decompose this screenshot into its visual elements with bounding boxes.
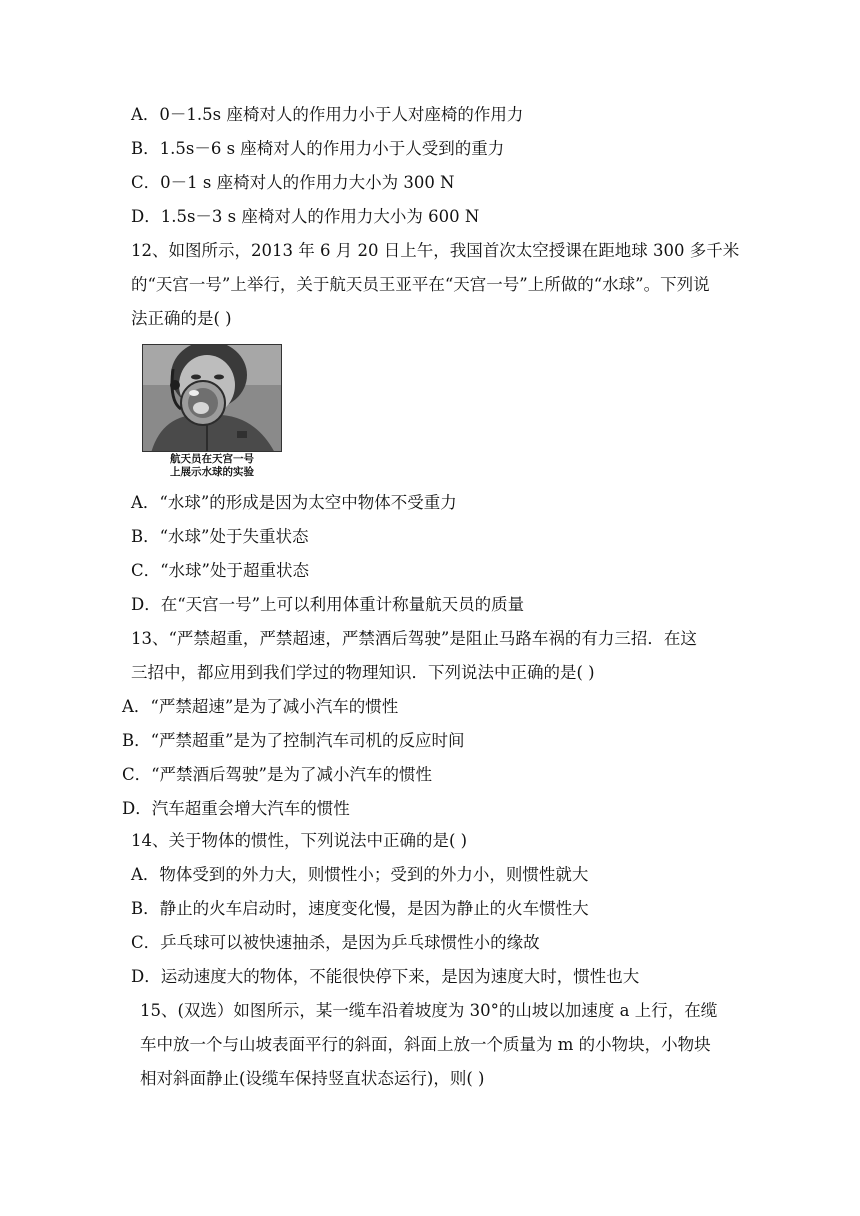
- q13-stem-line-1: 13、“严禁超重，严禁超速，严禁酒后驾驶”是阻止马路车祸的有力三招．在这: [131, 629, 697, 648]
- q13-option-c: C．“严禁酒后驾驶”是为了减小汽车的惯性: [122, 765, 432, 784]
- q15-stem-line-1: 15、(双选）如图所示，某一缆车沿着坡度为 30°的山坡以加速度 a 上行，在缆: [140, 1001, 718, 1020]
- q12-option-b: B．“水球”处于失重状态: [131, 527, 309, 546]
- q11-option-c: C．0－1 s 座椅对人的作用力大小为 300 N: [131, 173, 455, 192]
- q14-option-a: A．物体受到的外力大，则惯性小；受到的外力小，则惯性就大: [131, 865, 589, 884]
- q14-option-c: C．乒乓球可以被快速抽杀，是因为乒乓球惯性小的缘故: [131, 933, 540, 952]
- q15-stem-line-2: 车中放一个与山坡表面平行的斜面，斜面上放一个质量为 m 的小物块，小物块: [140, 1035, 711, 1054]
- q13-stem-line-2: 三招中，都应用到我们学过的物理知识．下列说法中正确的是( ): [131, 663, 595, 682]
- q11-option-d: D．1.5s－3 s 座椅对人的作用力大小为 600 N: [131, 207, 480, 226]
- q12-option-c: C．“水球”处于超重状态: [131, 561, 309, 580]
- q12-option-d: D．在“天宫一号”上可以利用体重计称量航天员的质量: [131, 595, 525, 614]
- q13-option-b: B．“严禁超重”是为了控制汽车司机的反应时间: [122, 731, 465, 750]
- q12-stem-line-3: 法正确的是( ): [131, 309, 232, 328]
- q14-option-b: B．静止的火车启动时，速度变化慢，是因为静止的火车惯性大: [131, 899, 589, 918]
- q14-option-d: D．运动速度大的物体，不能很快停下来，是因为速度大时，惯性也大: [131, 967, 640, 986]
- figure-caption-line-1: 航天员在天宫一号: [170, 453, 254, 465]
- q12-stem-line-1: 12、如图所示，2013 年 6 月 20 日上午，我国首次太空授课在距地球 300 多千米: [131, 241, 740, 260]
- water-ball-photo: [142, 344, 282, 452]
- q11-option-b: B．1.5s－6 s 座椅对人的作用力小于人受到的重力: [131, 139, 505, 158]
- figure-caption-line-2: 上展示水球的实验: [170, 466, 254, 478]
- q11-option-a: A．0－1.5s 座椅对人的作用力小于人对座椅的作用力: [131, 105, 524, 124]
- q14-stem: 14、关于物体的惯性，下列说法中正确的是( ): [131, 831, 468, 850]
- q15-stem-line-3: 相对斜面静止(设缆车保持竖直状态运行)，则( ): [140, 1069, 485, 1088]
- q12-stem-line-2: 的“天宫一号”上举行，关于航天员王亚平在“天宫一号”上所做的“水球”。下列说: [131, 275, 710, 294]
- q13-option-a: A．“严禁超速”是为了减小汽车的惯性: [122, 697, 399, 716]
- q13-option-d: D．汽车超重会增大汽车的惯性: [122, 799, 350, 818]
- q12-option-a: A．“水球”的形成是因为太空中物体不受重力: [131, 493, 457, 512]
